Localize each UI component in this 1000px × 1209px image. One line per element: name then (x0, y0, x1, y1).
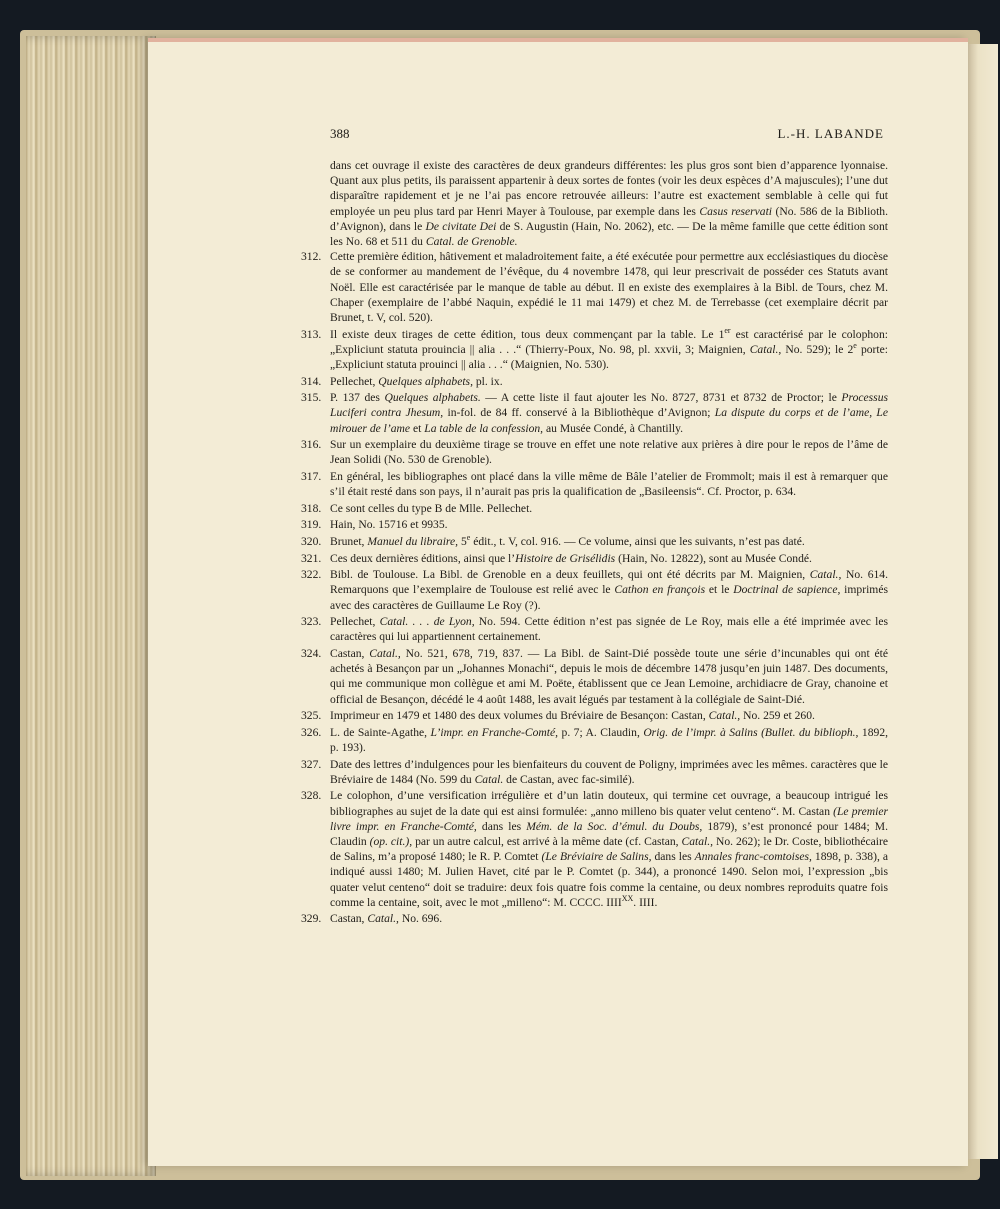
running-head: L.-H. LABANDE (777, 126, 884, 141)
note-317: 317. En général, les bibliographes ont placé dans la ville même de Bâle l’atelier de Frommolt; mais il est à remarquer que s’il était resté dans son pays, il n’aurait pas pris la qualification de „Basileensis“. Cf. Proctor, p. 634. (301, 470, 888, 499)
note-313: 313. Il existe deux tirages de cette édition, tous deux commençant par la table. Le 1er est caractérisé par le colophon: „Expliciunt statuta prouincia || alia . . .“ (Thierry-Poux, No. 98, pl. xxvii, 3; Maignien, Catal., No. 529); le 2e porte: „Expliciunt statuta prouinci || alia . . .“ (Maignien, No. 530). (301, 325, 888, 372)
note-327: 327. Date des lettres d’indulgences pour les bienfaiteurs du couvent de Poligny, imprimées avec les mêmes. caractères que le Bréviaire de 1484 (No. 599 du Catal. de Castan, avec fac-similé). (301, 757, 888, 786)
note-323: 323. Pellechet, Catal. . . . de Lyon, No. 594. Cette édition n’est pas signée de Le Roy, mais elle a été imprimée avec les caractères qui lui appartiennent certainement. (301, 615, 888, 644)
note-326: 326. L. de Sainte-Agathe, L’impr. en Franche-Comté, p. 7; A. Claudin, Orig. de l’impr. à Salins (Bullet. du biblioph., 1892, p. 193). (301, 725, 889, 754)
note-continuation: dans cet ouvrage il existe des caractères de deux grandeurs différentes: les plus gros sont bien d’apparence lyonnaise. Quant aux plus petits, ils paraissent appartenir à deux sortes de fontes (voir les deux espèces d’A majuscules); l’une dut disparaître rapidement et je ne l’ai pas encore retrouvée ailleurs: l’autre est exactement semblable à celle qui fut employée un peu plus tard par Henri Mayer à Toulouse, par exemple dans les Casus reservati (No. 586 de la Biblioth. d’Avignon), dans le De civitate Dei de S. Augustin (Hain, No. 2062), etc. — De la même famille que cette édition sont les No. 68 et 511 du Catal. de Grenoble. (330, 159, 889, 249)
note-329: 329. Castan, Catal., No. 696. (301, 912, 443, 926)
note-322: 322. Bibl. de Toulouse. La Bibl. de Grenoble en a deux feuillets, qui ont été décrits par M. Maignien, Catal., No. 614. Remarquons que l’exemplaire de Toulouse est relié avec le Cathon en françois et le Doctrinal de sapience, imprimés avec des caractères de Guillaume Le Roy (?). (301, 568, 888, 612)
page-edges (26, 36, 156, 1176)
note-328: 328. Le colophon, d’une versification irrégulière et d’un latin douteux, qui termine cet ouvrage, a beaucoup intrigué les bibliographes au sujet de la date qui est ainsi formulée: „anno milleno bis quater velut centeno“. M. Castan (Le premier livre impr. en Franche-Comté, dans les Mém. de la Soc. d’émul. du Doubs, 1879), s’est prononcé pour 1484; M. Claudin (op. cit.), par un autre calcul, est arrivé à la même date (cf. Castan, Catal., No. 262); le Dr. Coste, bibliothécaire de Salins, m’a proposé 1480; le R. P. Comtet (Le Bréviaire de Salins, dans les Annales franc-comtoises, 1898, p. 338), a indiqué aussi 1480; M. Julien Havet, cité par le P. Comtet (p. 344), a prononcé 1490. Selon moi, l’expression „bis quater velut centeno“ doit se traduire: deux fois quatre fois comme la centaine, ou deux nombres reproduits quatre fois comme la centaine, soit, avec le mot „milleno“: M. CCCC. $IIII^{XX}$. IIII. (301, 789, 888, 909)
page-number: 388 (330, 126, 350, 141)
note-321: 321. Ces deux dernières éditions, ainsi que l’Histoire de Grisélidis (Hain, No. 12822), sont au Musée Condé. (301, 551, 812, 565)
note-324: 324. Castan, Catal., No. 521, 678, 719, 837. — La Bibl. de Saint-Dié possède toute une série d’incunables qui ont été achetés à Besançon par un „Johannes Monachi“, depuis le mois de décembre 1478 jusqu’en juin 1487. Des documents, qui me communique mon collègue et ami M. Poëte, établissent que ce Jean Lemoine, archidiacre de Gray, chanoine et official de Besançon, décédé le 4 août 1488, les avait légués par testament à la collégiale de Saint-Dié. (301, 646, 888, 706)
note-312: 312. Cette première édition, hâtivement et maladroitement faite, a été exécutée pour permettre aux ecclésiastiques du diocèse de se conformer au mandement de l’évêque, du 4 novembre 1478, qui leur prescrivait de posséder ces Statuts avant Noël. Elle est caractérisée par le manque de table au début. Il en existe des exemplaires à la Bibl. de Tours, chez M. Chaper (exemplaire de l’abbé Naquin, expédié le 11 mai 1479) et chez M. de Terrebasse (cet exemplaire décrit par Brunet, t. V, col. 520). (301, 250, 888, 325)
note-320: 320. Brunet, Manuel du libraire, 5e édit., t. V, col. 916. — Ce volume, ainsi que les suivants, n’est pas daté. (301, 533, 805, 548)
note-319: 319. Hain, No. 15716 et 9935. (301, 518, 448, 532)
note-314: 314. Pellechet, Quelques alphabets, pl. ix. (301, 374, 503, 388)
note-318: 318. Ce sont celles du type B de Mlle. Pellechet. (301, 501, 533, 515)
page-top-edge (148, 38, 968, 42)
notes-body (301, 158, 889, 928)
note-325: 325. Imprimeur en 1479 et 1480 des deux volumes du Bréviaire de Besançon: Castan, Catal., No. 259 et 260. (301, 709, 815, 723)
note-315: 315. P. 137 des Quelques alphabets. — A cette liste il faut ajouter les No. 8727, 8731 et 8732 de Proctor; le Processus Luciferi contra Jhesum, in-fol. de 84 ff. conservé à la Bibliothèque d’Avignon; La dispute du corps et de l’ame, Le mirouer de l’ame et La table de la confession, au Musée Condé, à Chantilly. (301, 391, 889, 435)
note-316: 316. Sur un exemplaire du deuxième tirage se trouve en effet une note relative aux prières à dire pour le repos de l’âme de Jean Solidi (No. 530 de Grenoble). (301, 438, 888, 467)
